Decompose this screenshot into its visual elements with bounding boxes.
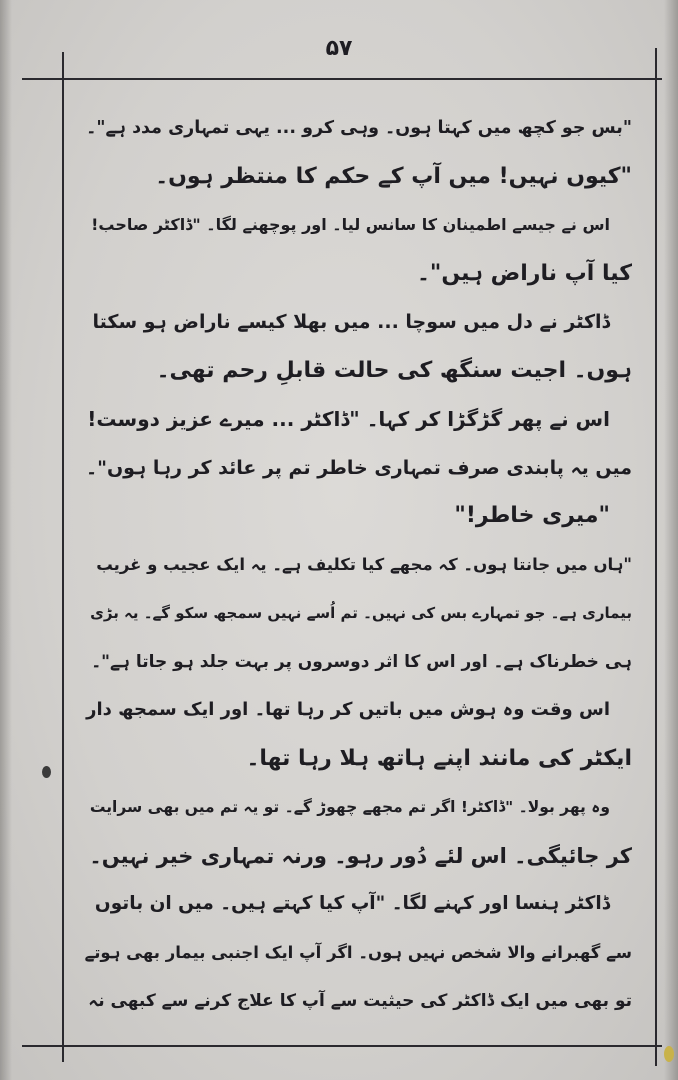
bottom-border-rule <box>22 1045 662 1047</box>
top-border-rule <box>22 78 662 80</box>
text-line: ایکٹر کی مانند اپنے ہاتھ ہلا رہا تھا۔ <box>246 745 632 771</box>
text-line: ڈاکٹر ہنسا اور کہنے لگا۔ "آپ کیا کہتے ہیں۔ میں ان باتوں <box>94 893 610 914</box>
text-line: بیماری ہے۔ جو تمہارے بس کی نہیں۔ تم اُسے نہیں سمجھ سکو گے۔ یہ بڑی <box>90 604 632 622</box>
text-line: ہی خطرناک ہے۔ اور اس کا اثر دوسروں پر بہت جلد ہو جاتا ہے"۔ <box>91 651 632 672</box>
left-border-rule <box>62 52 64 1062</box>
text-line: کیا آپ ناراض ہیں"۔ <box>416 260 632 286</box>
text-line: کر جائیگی۔ اس لئے دُور رہو۔ ورنہ تمہاری خیر نہیں۔ <box>89 843 632 868</box>
paper-stain <box>664 1046 674 1062</box>
text-line: وہ پھر بولا۔ "ڈاکٹر! اگر تم مجھے چھوڑ گے۔ تو یہ تم میں بھی سرایت <box>89 798 610 816</box>
ink-speck <box>42 766 51 778</box>
text-line: سے گھبرانے والا شخص نہیں ہوں۔ اگر آپ ایک اجنبی بیمار بھی ہوتے <box>84 942 632 962</box>
text-line: تو بھی میں ایک ڈاکٹر کی حیثیت سے آپ کا علاج کرنے سے کبھی نہ <box>88 991 632 1011</box>
page-edge-shadow-left <box>0 0 12 1080</box>
text-line: "ہاں میں جانتا ہوں۔ کہ مجھے کیا تکلیف ہے۔ یہ ایک عجیب و غریب <box>96 554 632 574</box>
text-line: ڈاکٹر نے دل میں سوچا ... میں بھلا کیسے ناراض ہو سکتا <box>92 311 610 333</box>
body-text <box>84 104 632 1026</box>
text-line: اس نے پھر گڑگڑا کر کہا۔ "ڈاکٹر ... میرے عزیز دوست! <box>87 407 610 431</box>
text-line: "میری خاطر!" <box>454 503 610 528</box>
page-edge-shadow-right <box>664 0 678 1080</box>
text-line: "کیوں نہیں! میں آپ کے حکم کا منتظر ہوں۔ <box>155 163 632 189</box>
text-line: ہوں۔ اجیت سنگھ کی حالت قابلِ رحم تھی۔ <box>156 357 632 383</box>
text-line: میں یہ پابندی صرف تمہاری خاطر تم پر عائد کر رہا ہوں"۔ <box>85 456 632 479</box>
right-border-rule <box>655 48 657 1066</box>
text-line: اس نے جیسے اطمینان کا سانس لیا۔ اور پوچھنے لگا۔ "ڈاکٹر صاحب! <box>91 215 610 234</box>
page-number: ۵۷ <box>325 36 353 61</box>
text-line: "بس جو کچھ میں کہتا ہوں۔ وہی کرو ... یہی تمہاری مدد ہے"۔ <box>86 118 632 138</box>
text-line: اس وقت وہ ہوش میں باتیں کر رہا تھا۔ اور ایک سمجھ دار <box>86 699 610 720</box>
